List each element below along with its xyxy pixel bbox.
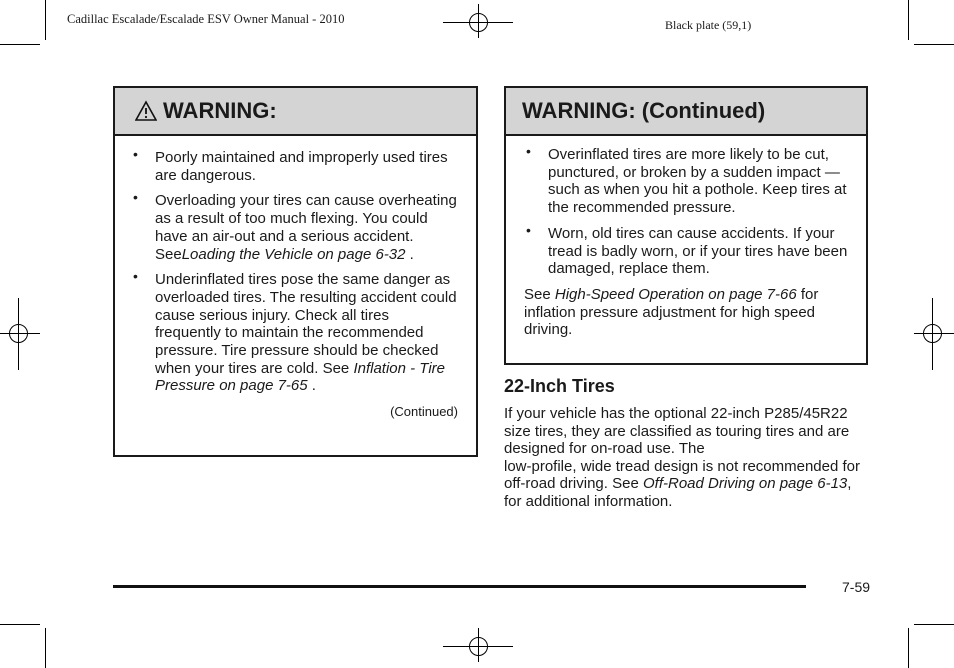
footer-rule [113,585,806,588]
cross-reference-link[interactable]: Off-Road Driving on page 6-13 [642,475,848,492]
registration-mark-left [0,298,40,370]
section-paragraph: If your vehicle has the optional 22-inch P285/45R22 size tires, they are classified as touring tires and are designed for on-road use. The low-profile, wide tread design is not recommended for off-road driving. See Off-Road Driving on page 6-13, for additional information. [504,405,861,510]
registration-mark-top [443,0,513,44]
section-heading: 22-Inch Tires [504,376,615,396]
registration-mark-right [914,298,954,370]
cross-reference-link[interactable]: High-Speed Operation on page 7-66 [554,285,797,303]
list-item: • Poorly maintained and improperly used tires are dangerous. [133,146,448,184]
warning-title: WARNING: (Continued) [522,98,766,123]
warning-triangle-icon [135,100,157,122]
manual-title: Cadillac Escalade/Escalade ESV Owner Manual - 2010 [67,12,345,26]
warning-body [115,136,476,421]
cross-reference-link[interactable]: Inflation - Tire Pressure on page 7-65 [155,359,446,395]
list-item: • Overloading your tires can cause overheating as a result of too much flexing. You could have an air-out and a serious accident. SeeLoading the Vehicle on page 6-32 . [133,189,457,263]
warning-header [506,88,866,136]
warning-note: See High-Speed Operation on page 7-66 for inflation pressure adjustment for high speed driving. [524,285,819,339]
warning-box-right [504,86,868,365]
cross-reference-link[interactable]: Loading the Vehicle on page 6-32 [181,245,406,263]
plate-label: Black plate (59,1) [665,18,752,32]
continued-label: (Continued) [390,404,458,420]
list-item: • Worn, old tires can cause accidents. If your tread is badly worn, or if your tires have been damaged, replace them. [526,221,848,278]
list-item: • Overinflated tires are more likely to be cut, punctured, or broken by a sudden impact — such as when you hit a pothole. Keep tires at the recommended pressure. [526,143,847,217]
warning-title: WARNING: [163,98,277,123]
page-number: 7-59 [842,579,871,595]
list-item: • Underinflated tires pose the same danger as overloaded tires. The resulting accident could cause serious injury. Check all tires frequently to maintain the recommended pressure. Tire pressure should be checked when your tires are cold. See Inflation - Tire Pressure on page 7-65 . [133,268,457,395]
warning-header [115,88,476,136]
warning-box-left [113,86,478,457]
warning-body [506,136,866,339]
registration-mark-bottom [443,624,513,668]
